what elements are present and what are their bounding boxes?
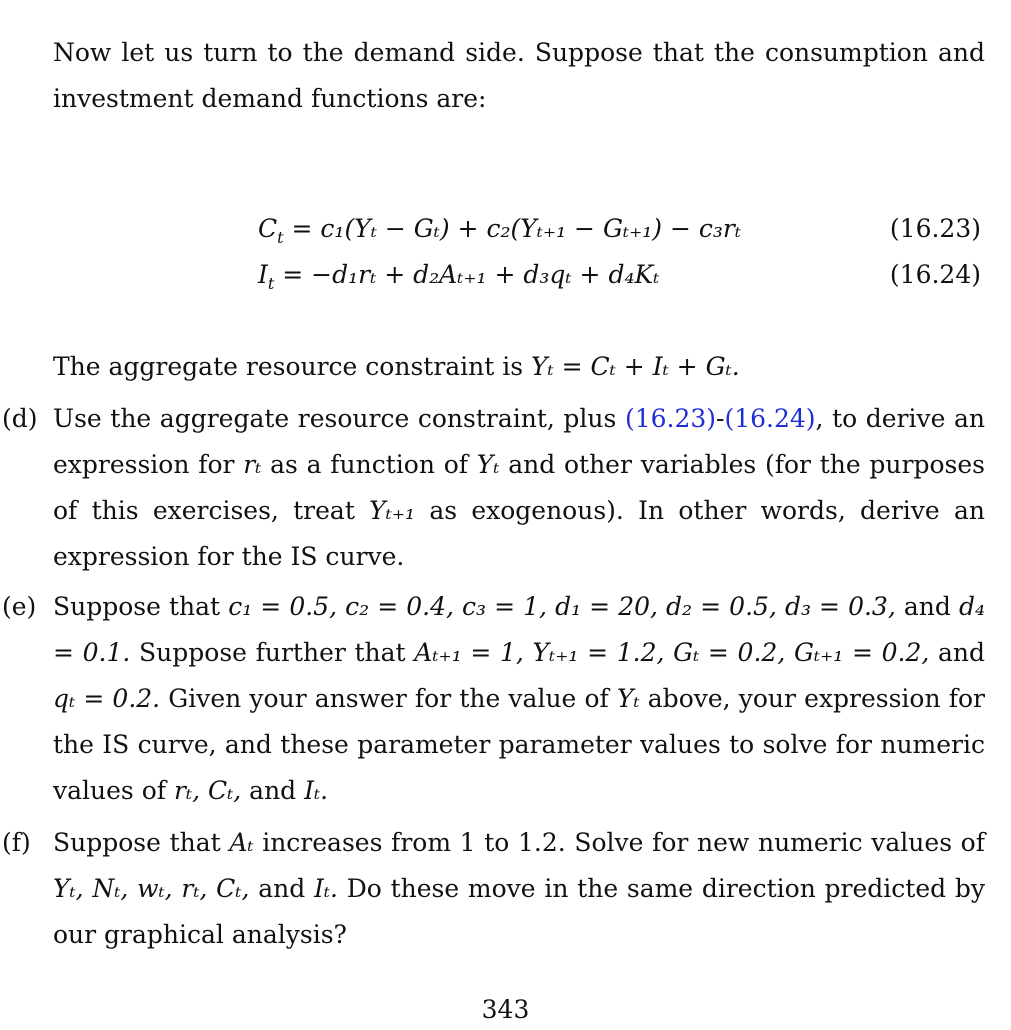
math-var: rₜ: [243, 450, 262, 479]
math-vars: Yₜ, Nₜ, wₜ, rₜ, Cₜ,: [53, 874, 250, 903]
math-var: Yₜ₊₁: [369, 496, 416, 525]
math-vars: rₜ, Cₜ,: [173, 776, 242, 805]
text-run: and: [258, 874, 306, 903]
item-label: (d): [2, 404, 38, 433]
equation-lhs: I: [258, 260, 268, 289]
math-var: Iₜ.: [313, 874, 338, 903]
text-run: as a function of: [270, 450, 469, 479]
item-text: [53, 584, 985, 814]
text-run: , to derive an expression for: [53, 404, 986, 479]
item-text: [53, 820, 985, 958]
text-run: Suppose that: [53, 592, 221, 621]
text-run: Use the aggregate resource constraint, plus: [53, 404, 617, 433]
equation-16-23: [0, 206, 1011, 252]
equation-link-16-24[interactable]: (16.24): [724, 404, 816, 433]
equation-number: (16.23): [889, 214, 981, 243]
equation-lhs-subscript: t: [277, 228, 284, 247]
math-params: d₄ = 0.1.: [53, 592, 986, 667]
constraint-formula: Yₜ = Cₜ + Iₜ + Gₜ.: [531, 352, 740, 381]
equation-link-16-23[interactable]: (16.23): [624, 404, 717, 433]
math-var: Yₜ: [616, 684, 640, 713]
math-params: c₁ = 0.5, c₂ = 0.4, c₃ = 1, d₁ = 20, d₂ = 0.5, d₃ = 0.3,: [228, 592, 896, 621]
text-run: Suppose that: [53, 828, 221, 857]
text-run: Do these move in the same direction predicted by our graphical analysis?: [53, 874, 986, 949]
text-run: -: [716, 404, 725, 433]
math-var: Iₜ.: [304, 776, 329, 805]
math-var: Yₜ: [476, 450, 500, 479]
equation-body: [258, 206, 741, 252]
text-run: Suppose further that: [139, 638, 406, 667]
equation-lhs-subscript: t: [267, 274, 275, 293]
equation-body: [258, 252, 659, 298]
equation-lhs: C: [258, 214, 278, 243]
constraint-paragraph: [53, 344, 985, 390]
text-run: increases from 1 to 1.2. Solve for new numeric values of: [262, 828, 985, 857]
text-run: and: [249, 776, 297, 805]
equation-16-24: [0, 252, 1011, 298]
math-params: Aₜ₊₁ = 1, Yₜ₊₁ = 1.2, Gₜ = 0.2, Gₜ₊₁ = 0.2,: [414, 638, 930, 667]
intro-paragraph: Now let us turn to the demand side. Suppose that the consumption and investment demand functions are:: [53, 38, 985, 113]
item-label: (e): [2, 592, 37, 621]
text-run: as exogenous). In other words, derive an expression for the IS curve.: [53, 496, 985, 571]
math-var: Aₜ: [229, 828, 254, 857]
equation-rhs: = −d₁rₜ + d₂Aₜ₊₁ + d₃qₜ + d₄Kₜ: [282, 260, 660, 289]
equation-rhs: = c₁(Yₜ − Gₜ) + c₂(Yₜ₊₁ − Gₜ₊₁) − c₃rₜ: [291, 214, 742, 243]
math-params: qₜ = 0.2.: [53, 684, 161, 713]
item-label: (f): [2, 828, 31, 857]
text-run: and: [938, 638, 986, 667]
item-text: [53, 396, 985, 580]
text-run: above, your expression for the IS curve, and these parameter parameter values to solve for numeric values of: [53, 684, 985, 805]
text-run: and: [903, 592, 951, 621]
text-run: and other variables (for the purposes of this exercises, treat: [53, 450, 985, 525]
equation-number: (16.24): [889, 260, 981, 289]
constraint-text: The aggregate resource constraint is: [53, 352, 524, 381]
text-run: Given your answer for the value of: [168, 684, 609, 713]
page-number: 343: [481, 995, 530, 1024]
